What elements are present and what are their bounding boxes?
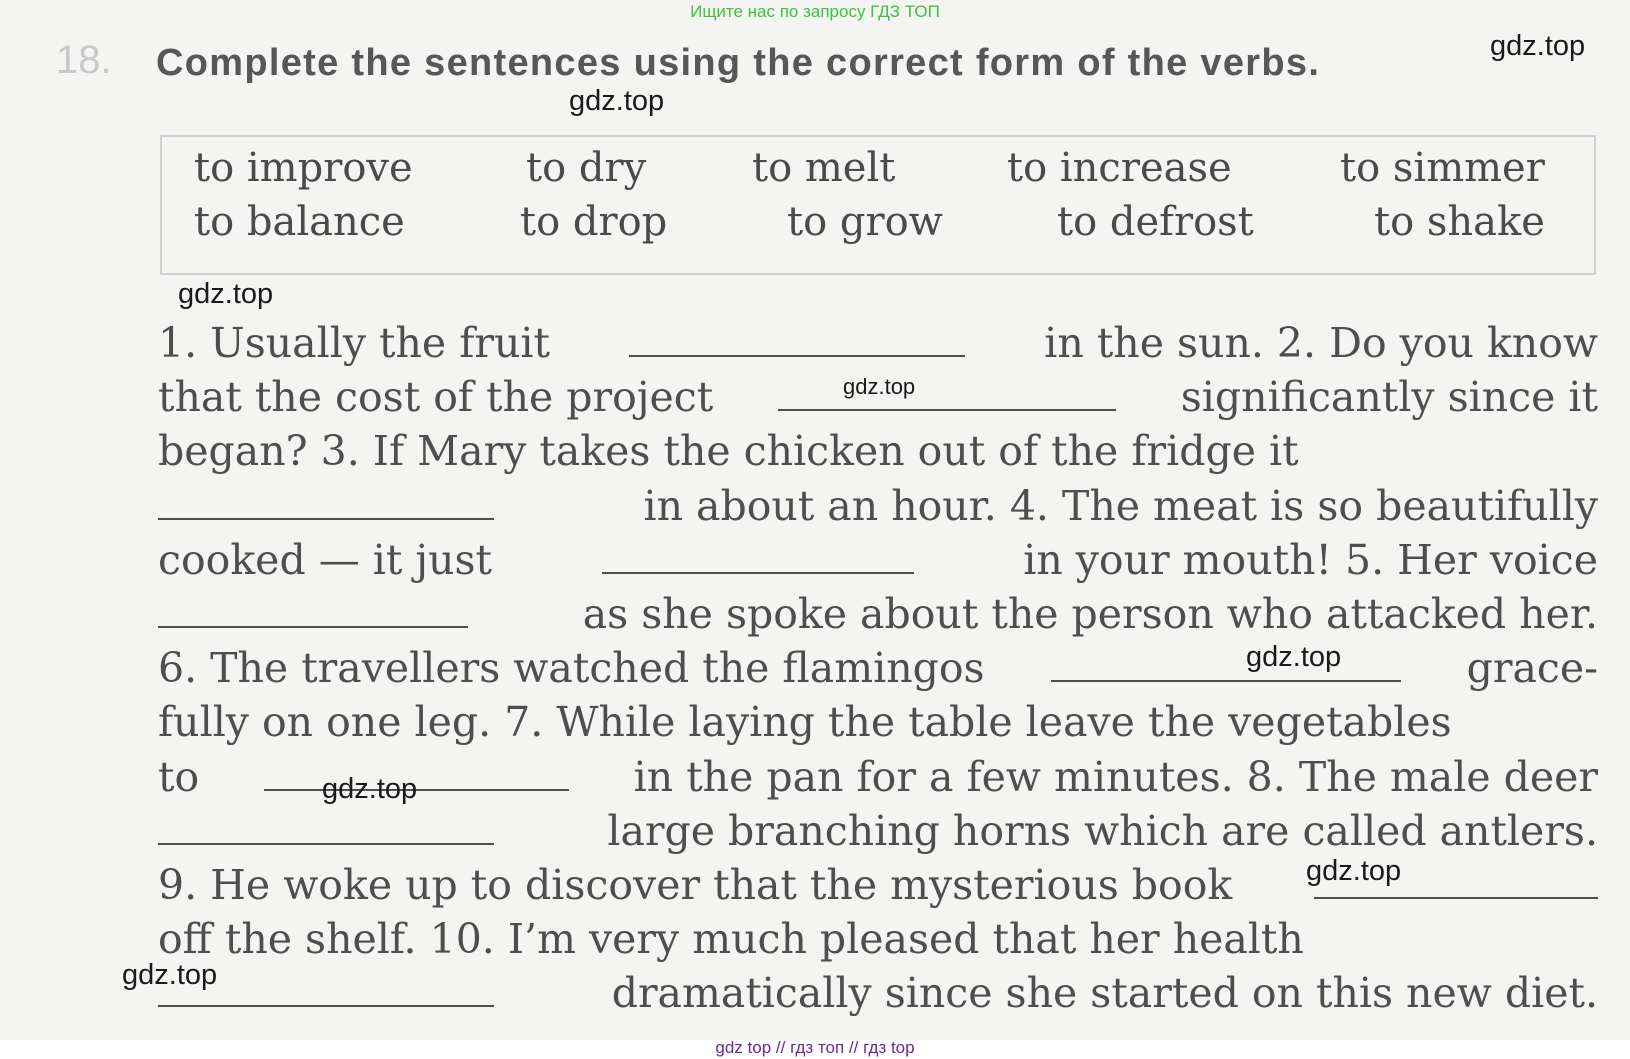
line-text: began? 3. If Mary takes the chicken out of the fridge it (158, 427, 1299, 476)
verb-item: to defrost (1057, 199, 1254, 245)
line-text: in about an hour. 4. The meat is so beautifully (643, 481, 1598, 530)
answer-blank[interactable] (1314, 897, 1598, 899)
line-text: 1. Usually the fruit (158, 319, 550, 367)
verb-item: to grow (787, 199, 943, 245)
line-text: 9. He woke up to discover that the mysterious book (158, 860, 1233, 909)
watermark-text: gdz.top (178, 278, 274, 310)
exercise-number: 18. (56, 38, 112, 82)
text-line (158, 424, 1598, 478)
line-text: fully on one leg. 7. While laying the table leave the vegetables (158, 698, 1452, 747)
watermark-text: gdz.top (322, 773, 418, 805)
line-text: large branching horns which are called antlers. (607, 806, 1598, 855)
verb-item: to balance (194, 199, 405, 245)
watermark-text: gdz.top (569, 85, 665, 117)
search-banner[interactable]: Ищите нас по запросу ГДЗ ТОП (690, 2, 940, 21)
answer-blank[interactable] (1051, 680, 1401, 682)
exercise-instruction: Complete the sentences using the correct form of the verbs. (156, 42, 1321, 84)
verb-item: to improve (194, 145, 413, 191)
watermark-text: gdz.top (1246, 641, 1342, 673)
verb-item: to melt (752, 145, 896, 191)
text-line (158, 695, 1598, 749)
text-line (158, 479, 1598, 533)
line-text: 6. The travellers watched the flamingos (158, 644, 985, 693)
line-text: in the sun. 2. Do you know (1044, 319, 1598, 367)
watermark-text: gdz.top (1490, 30, 1586, 62)
line-text: that the cost of the project (158, 373, 714, 422)
text-line (158, 587, 1598, 641)
footer-links[interactable]: gdz top // гдз топ // гдз top (715, 1038, 915, 1057)
line-text: as she spoke about the person who attacked her. (582, 589, 1598, 638)
watermark-text: gdz.top (843, 374, 916, 399)
text-line (158, 804, 1598, 858)
answer-blank[interactable] (629, 355, 965, 357)
verb-item: to dry (526, 145, 647, 191)
watermark-text: gdz.top (1306, 855, 1402, 887)
line-text: in the pan for a few minutes. 8. The male deer (633, 752, 1598, 801)
line-text: dramatically since she started on this new diet. (611, 969, 1598, 1018)
line-text: off the shelf. 10. I’m very much pleased that her health (158, 915, 1304, 964)
text-line (158, 533, 1598, 587)
text-line (158, 966, 1598, 1020)
verb-item: to shake (1374, 199, 1545, 245)
line-text: significantly since it (1180, 373, 1598, 422)
text-line (158, 316, 1598, 370)
answer-blank[interactable] (158, 518, 494, 520)
watermark-text: gdz.top (122, 959, 218, 991)
answer-blank[interactable] (602, 572, 914, 574)
exercise-text (158, 316, 1598, 1020)
text-line (158, 912, 1598, 966)
answer-blank[interactable] (158, 626, 468, 628)
line-text: in your mouth! 5. Her voice (1023, 535, 1598, 584)
line-text: to (158, 752, 200, 801)
answer-blank[interactable] (778, 409, 1116, 411)
line-text: cooked — it just (158, 535, 493, 584)
text-line (158, 641, 1598, 695)
verb-item: to drop (520, 199, 668, 245)
verb-box (160, 135, 1596, 275)
verb-item: to simmer (1340, 145, 1545, 191)
answer-blank[interactable] (158, 1005, 494, 1007)
line-text: grace- (1466, 644, 1598, 693)
verb-item: to increase (1007, 145, 1232, 191)
answer-blank[interactable] (158, 843, 494, 845)
